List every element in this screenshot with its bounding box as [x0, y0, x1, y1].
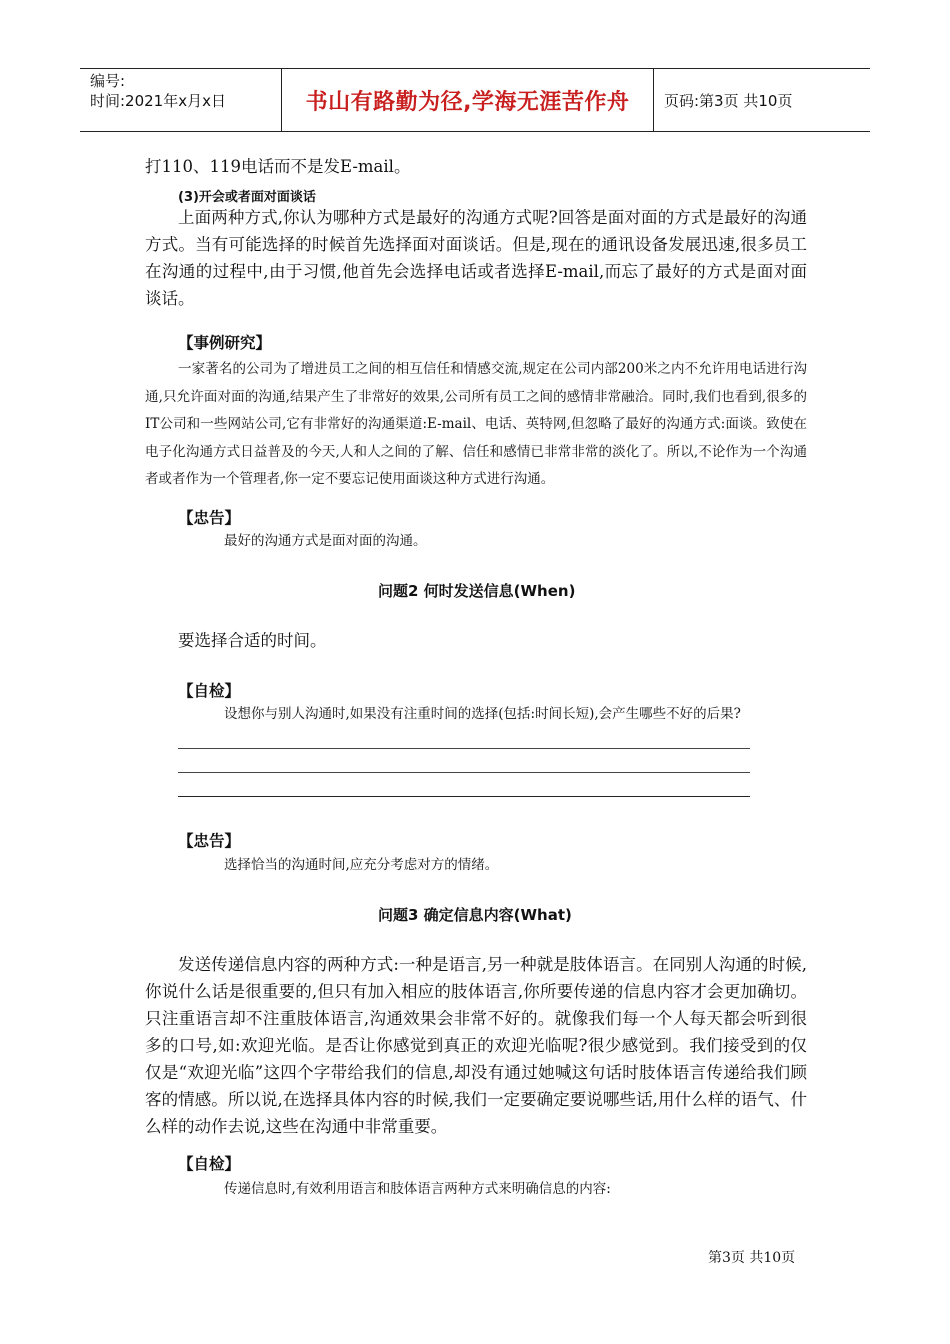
- case-study-text: 一家著名的公司为了增进员工之间的相互信任和情感交流,规定在公司内部200米之内不允许用电话进行沟通,只允许面对面的沟通,结果产生了非常好的效果,公司所有员工之间的感情非常融洽。同时,我们也看到,很多的IT公司和一些网站公司,它有非常好的沟通渠道:E-mail、电话、英特网,但忽略了最好的沟通方式:面谈。致使在电子化沟通方式日益普及的今天,人和人之间的了解、信任和感情已非常非常的淡化了。所以,不论作为一个沟通者或者作为一个管理者,你一定不要忘记使用面谈这种方式进行沟通。: [145, 361, 807, 487]
- answer-line-1: [178, 748, 750, 749]
- answer-line-3: [178, 796, 750, 797]
- advice-text-1: 最好的沟通方式是面对面的沟通。: [224, 533, 427, 549]
- advice-text-2: 选择恰当的沟通时间,应充分考虑对方的情绪。: [224, 857, 499, 873]
- question-3-paragraph: 发送传递信息内容的两种方式:一种是语言,另一种就是肢体语言。在同别人沟通的时候,你说什么话是很重要的,但只有加入相应的肢体语言,你所要传递的信息内容才会更加确切。只注重语言却不注重肢体语言,沟通效果会非常不好的。就像我们每一个人每天都会听到很多的口号,如:欢迎光临。是否让你感觉到真正的欢迎光临呢?很少感觉到。我们接受到的仅仅是“欢迎光临”这四个字带给我们的信息,却没有通过她喊这句话时肢体语言传递给我们顾客的情感。所以说,在选择具体内容的时候,我们一定要确定要说哪些话,用什么样的语气、什么样的动作去说,这些在沟通中非常重要。: [145, 955, 807, 1136]
- self-check-text-2: 传递信息时,有效利用语言和肢体语言两种方式来明确信息的内容:: [224, 1181, 611, 1197]
- header-page-number: 页码:第3页 共10页: [664, 91, 793, 110]
- header-motto: 书山有路勤为径,学海无涯苦作舟: [282, 69, 654, 131]
- text-line-emergency: 打110、119电话而不是发E-mail。: [145, 157, 411, 176]
- advice-heading-1: 【忠告】: [178, 509, 241, 527]
- question-3-title: 问题3 确定信息内容(What): [378, 906, 572, 924]
- paragraph-best-way: 上面两种方式,你认为哪种方式是最好的沟通方式呢?回答是面对面的方式是最好的沟通方式。当有可能选择的时候首先选择面对面谈话。但是,现在的通讯设备发展迅速,很多员工在沟通的过程中,由于习惯,他首先会选择电话或者选择E-mail,而忘了最好的方式是面对面谈话。: [145, 208, 807, 308]
- question-2-title: 问题2 何时发送信息(When): [378, 582, 576, 600]
- advice-heading-2: 【忠告】: [178, 832, 241, 850]
- header-meta: [80, 69, 282, 131]
- case-study-heading: 【事例研究】: [178, 334, 272, 352]
- self-check-text-1: 设想你与别人沟通时,如果没有注重时间的选择(包括:时间长短),会产生哪些不好的后果?: [224, 706, 741, 722]
- page-header: [80, 68, 870, 132]
- footer-page-number: 第3页 共10页: [708, 1250, 796, 1266]
- answer-line-2: [178, 772, 750, 773]
- question-2-text: 要选择合适的时间。: [178, 631, 327, 650]
- self-check-heading-1: 【自检】: [178, 682, 241, 700]
- document-time-label: 时间:2021年x月x日: [90, 92, 226, 110]
- self-check-heading-2: 【自检】: [178, 1155, 241, 1173]
- subheading-face-to-face: (3)开会或者面对面谈话: [178, 190, 316, 205]
- document-number-label: 编号:: [90, 72, 126, 90]
